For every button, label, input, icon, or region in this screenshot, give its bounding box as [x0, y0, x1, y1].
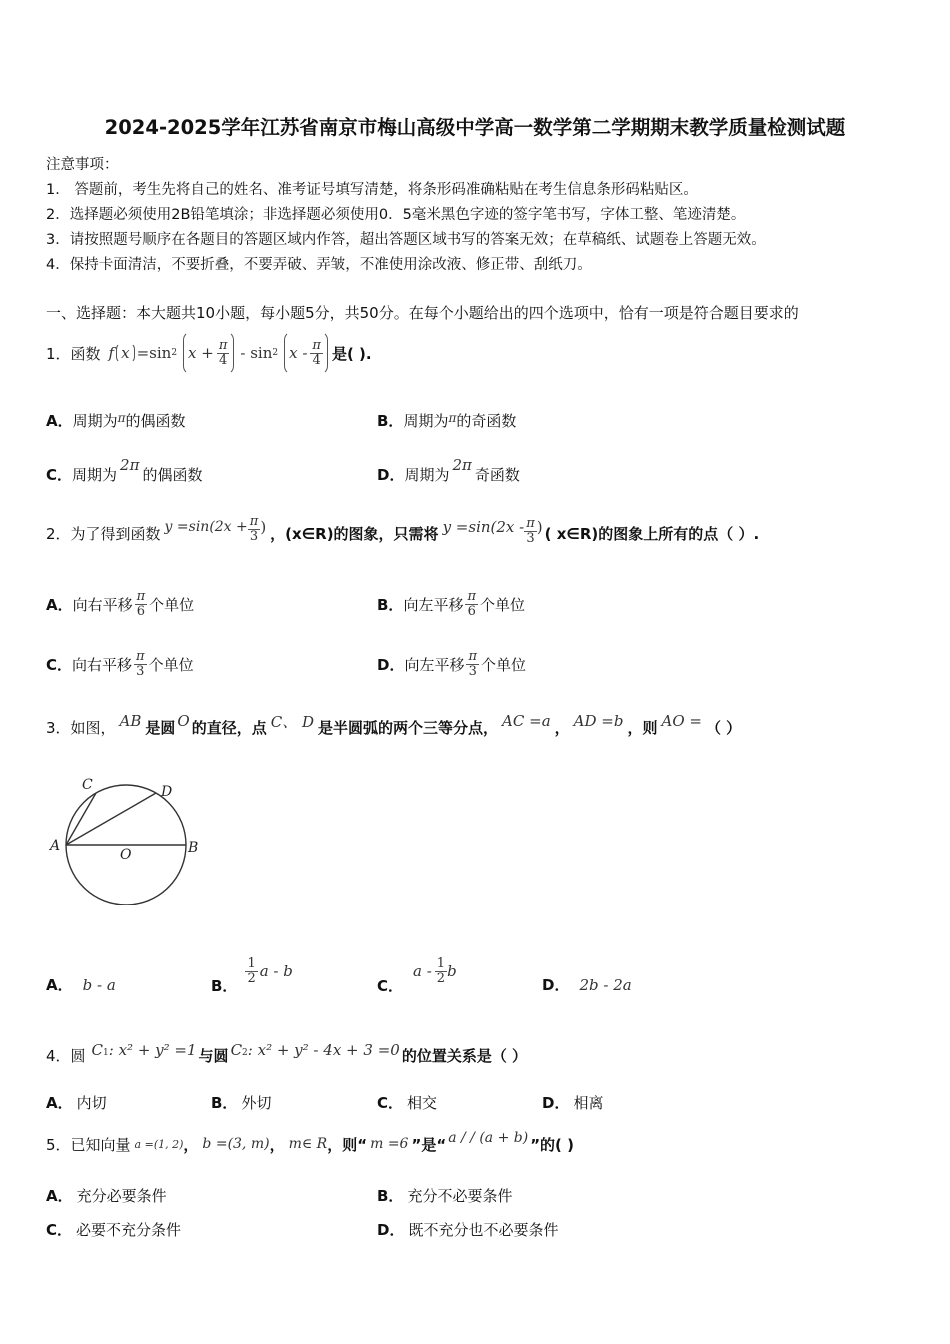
opt-den: 3 — [136, 663, 145, 679]
opt-den: 3 — [468, 663, 477, 679]
q4-suffix: 的位置关系是（ ） — [401, 1046, 528, 1065]
opt-label: B． — [211, 1094, 238, 1112]
q2-prefix: 2．为了得到函数 — [46, 524, 161, 543]
q1-plus: x + — [188, 344, 214, 362]
q4-sub2: 2 — [242, 1048, 248, 1058]
opt-label: A． — [46, 1187, 73, 1205]
opt-label: A． — [46, 595, 73, 614]
q1-four2: 4 — [312, 352, 321, 368]
opt-text: 充分必要条件 — [76, 1187, 167, 1205]
opt-label: B． — [377, 595, 404, 614]
question-4 — [46, 1040, 527, 1070]
q3-prefix: 3．如图， — [46, 718, 116, 737]
q3-ad: AD =b — [573, 712, 624, 730]
question-1 — [46, 330, 372, 376]
opt-label: D． — [542, 976, 570, 994]
question-5 — [46, 1126, 574, 1162]
opt-text: 的偶函数 — [125, 412, 186, 430]
q1-sq2: 2 — [272, 348, 279, 358]
q4-option-b — [211, 1092, 271, 1113]
q5-vector-b: b =(3, m) — [202, 1136, 270, 1152]
q3-t4: ，则 — [627, 718, 658, 737]
q3-cd: C、 D — [270, 712, 315, 731]
opt-text: 周期为 — [72, 412, 118, 430]
note-item: 1． 答题前，考生先将自己的姓名、准考证号填写清楚，将条形码准确粘贴在考生信息条形码粘贴区。 — [46, 182, 698, 198]
q4-option-a — [46, 1092, 107, 1113]
question-2 — [46, 510, 759, 556]
q3-t5: （ ） — [705, 718, 742, 737]
q3-ab: AB — [119, 712, 142, 730]
opt-label: B． — [377, 412, 404, 430]
question-3 — [46, 712, 741, 742]
q4-c1: C — [91, 1041, 104, 1059]
q2-option-c — [46, 650, 194, 678]
q5-cond: m =6 — [370, 1136, 409, 1152]
opt-label: C． — [377, 976, 404, 995]
q2-pi2: π — [526, 515, 535, 531]
opt-label: A． — [46, 976, 73, 994]
opt-text: 个单位 — [149, 595, 195, 614]
q5-t2: ”是“ — [411, 1135, 447, 1154]
opt-num: 1 — [436, 955, 446, 971]
q1-option-b — [377, 410, 516, 431]
q2-option-d — [377, 650, 526, 678]
q1-eq: =sin — [136, 344, 172, 362]
opt-label: D． — [377, 466, 405, 484]
opt-text: 必要不充分条件 — [76, 1221, 182, 1239]
q3-ac: AC =a — [502, 712, 551, 730]
q5-option-a — [46, 1185, 167, 1206]
fig-label-a: A — [50, 838, 61, 854]
q5-comma1: ， — [183, 1135, 199, 1154]
q2-cond1: ，(x∈R)的图象，只需将 — [270, 524, 439, 543]
opt-den: 2 — [436, 970, 446, 986]
q1-sq: 2 — [171, 348, 178, 358]
opt-text: 周期为 — [404, 466, 450, 484]
opt-text: 充分不必要条件 — [407, 1187, 513, 1205]
q4-c2: C — [230, 1041, 243, 1059]
q2-option-a — [46, 590, 194, 618]
q1-pi2: π — [312, 337, 321, 353]
q2-three2: 3 — [526, 530, 535, 546]
opt-num: 1 — [247, 955, 256, 971]
opt-math: b — [447, 962, 457, 980]
note-item: 3．请按照题号顺序在各题目的答题区域内作答，超出答题区域书写的答案无效；在草稿纸、试题卷上答题无效。 — [46, 232, 766, 248]
q1-option-a — [46, 410, 186, 431]
q4-prefix: 4．圆 — [46, 1046, 86, 1065]
q3-circle-figure — [40, 770, 210, 905]
q5-comma2: ， — [269, 1135, 285, 1154]
fig-label-b: B — [188, 840, 199, 856]
q1-pi: π — [218, 337, 228, 353]
q1-option-c — [46, 456, 202, 485]
q3-t1: 是圆 — [145, 718, 176, 737]
q5-prefix: 5．已知向量 — [46, 1135, 131, 1154]
q3-comma: ， — [554, 718, 570, 737]
q5-m-in-r: m∈ R — [288, 1136, 328, 1152]
q1-option-d — [377, 456, 520, 485]
q4-option-c — [377, 1092, 437, 1113]
opt-text: 的偶函数 — [142, 466, 203, 484]
opt-label: D． — [377, 655, 405, 674]
q5-vector-a: a =(1, 2) — [134, 1137, 184, 1151]
opt-text: 个单位 — [148, 655, 194, 674]
opt-text: 向右平移 — [72, 595, 133, 614]
q3-option-a — [46, 974, 116, 995]
fig-line-ac — [66, 793, 96, 845]
q3-t2: 的直径，点 — [191, 718, 267, 737]
q3-t3: 是半圆弧的两个三等分点， — [318, 718, 499, 737]
q5-option-b — [377, 1185, 512, 1206]
q2-close: ) — [260, 518, 267, 536]
opt-text: 的奇函数 — [456, 412, 517, 430]
opt-num: π — [467, 589, 476, 604]
opt-math: 2π — [452, 456, 472, 474]
opt-text: 个单位 — [481, 655, 527, 674]
section-heading: 一、选择题：本大题共10小题，每小题5分，共50分。在每个小题给出的四个选项中，恰有一项是符合题目要求的 — [46, 304, 799, 322]
opt-label: B． — [377, 1187, 404, 1205]
q4-eq1: : x² + y² =1 — [108, 1041, 197, 1059]
opt-text: 周期为 — [72, 466, 118, 484]
q4-option-d — [542, 1092, 603, 1113]
opt-label: C． — [46, 466, 73, 484]
opt-num: π — [468, 649, 478, 664]
opt-math: a - — [413, 962, 432, 980]
q3-option-b — [211, 948, 293, 994]
q4-sub1: 1 — [103, 1048, 109, 1058]
opt-text: 既不充分也不必要条件 — [408, 1221, 559, 1239]
q1-minus: - sin — [240, 344, 273, 362]
q2-cond2: ( x∈R)的图象上所有的点（ ）. — [544, 524, 760, 543]
q5-t3: ”的( ) — [530, 1135, 574, 1154]
opt-label: B． — [211, 976, 238, 995]
note-item: 4．保持卡面清洁，不要折叠，不要弄破、弄皱，不准使用涂改液、修正带、刮纸刀。 — [46, 257, 592, 273]
opt-text: 向左平移 — [403, 595, 464, 614]
opt-math: π — [117, 411, 126, 425]
opt-den: 6 — [136, 603, 146, 619]
fig-label-c: C — [82, 777, 93, 793]
opt-text: 周期为 — [403, 412, 449, 430]
opt-label: D． — [377, 1221, 405, 1239]
opt-label: C． — [46, 655, 73, 674]
opt-text: 向右平移 — [72, 655, 133, 674]
q4-mid: 与圆 — [198, 1046, 229, 1065]
notes-heading: 注意事项： — [46, 157, 119, 173]
q2-option-b — [377, 590, 525, 618]
q3-option-c — [377, 948, 457, 994]
opt-math: 2π — [120, 456, 140, 474]
q1-suffix: 是( ). — [331, 344, 372, 363]
opt-num: π — [136, 649, 145, 664]
opt-math: b - a — [82, 975, 116, 994]
q1-four: 4 — [218, 352, 228, 368]
opt-text: 内切 — [76, 1094, 107, 1112]
q5-option-d — [377, 1219, 558, 1240]
opt-den: 2 — [247, 970, 256, 986]
q1-minus-x: x - — [289, 344, 308, 362]
opt-math: 2b - 2a — [579, 975, 632, 994]
opt-label: A． — [46, 1094, 73, 1112]
q3-option-d — [542, 974, 632, 995]
opt-num: π — [136, 589, 146, 604]
fig-line-ad — [66, 793, 156, 845]
fig-label-o: O — [120, 847, 132, 863]
opt-label: C． — [377, 1094, 404, 1112]
opt-math: π — [448, 411, 457, 425]
q3-ao: AO = — [661, 712, 702, 730]
opt-text: 外切 — [241, 1094, 272, 1112]
q5-t1: ，则“ — [327, 1135, 368, 1154]
q2-func2: y =sin(2x - — [442, 518, 525, 536]
opt-text: 向左平移 — [404, 655, 465, 674]
q1-x: x — [121, 344, 130, 362]
q3-o: O — [177, 712, 190, 730]
fig-label-d: D — [161, 784, 173, 800]
opt-text: 相离 — [573, 1094, 604, 1112]
opt-text: 个单位 — [480, 595, 526, 614]
opt-label: A． — [46, 412, 73, 430]
q1-f: f — [108, 344, 115, 362]
opt-text: 相交 — [407, 1094, 438, 1112]
q2-close2: ) — [536, 518, 543, 536]
q2-func1: y =sin(2x + — [164, 519, 248, 535]
opt-label: C． — [46, 1221, 73, 1239]
page-title: 2024-2025学年江苏省南京市梅山高级中学高一数学第二学期期末教学质量检测试题 — [104, 116, 846, 139]
q2-three: 3 — [249, 528, 259, 544]
q5-option-c — [46, 1219, 181, 1240]
q1-prefix: 1．函数 — [46, 344, 101, 363]
opt-label: D． — [542, 1094, 570, 1112]
q2-pi: π — [249, 513, 259, 529]
note-item: 2．选择题必须使用2B铅笔填涂；非选择题必须使用0．5毫米黑色字迹的签字笔书写，字体工整、笔迹清楚。 — [46, 207, 746, 223]
opt-math: a - b — [259, 962, 293, 980]
opt-den: 6 — [467, 603, 476, 619]
opt-text: 奇函数 — [474, 466, 520, 484]
q5-parallel: a / / (a + b) — [448, 1130, 529, 1146]
q4-eq2: : x² + y² - 4x + 3 =0 — [247, 1041, 400, 1059]
